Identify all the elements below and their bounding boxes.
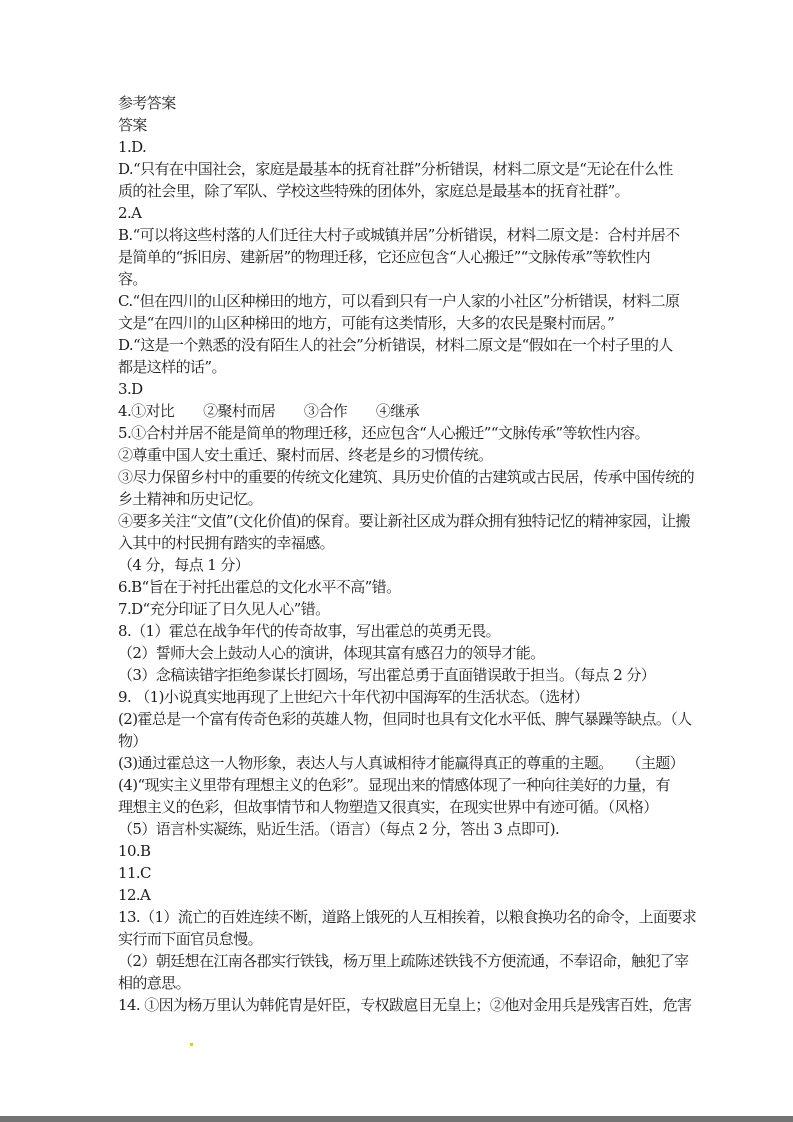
text-line: 2.A	[118, 204, 142, 222]
text-line: 10.B	[118, 842, 151, 860]
text-line: 乡土精神和历史记忆。	[118, 490, 263, 508]
text-line: 8.（1）霍总在战争年代的传奇故事，写出霍总的英勇无畏。	[118, 622, 501, 640]
text-line: 9. （1)小说真实地再现了上世纪六十年代初中国海军的生活状态。（选材）	[118, 688, 589, 706]
answer-text-block	[118, 92, 697, 1016]
text-line: ③尽力保留乡村中的重要的传统文化建筑、具历史价值的古建筑或古民居，传承中国传统的	[118, 468, 695, 486]
text-line: 实行而下面官员怠慢。	[118, 930, 263, 948]
text-line: （2）朝廷想在江南各郡实行铁钱，杨万里上疏陈述铁钱不方便流通，不奉诏命，触犯了宰	[118, 952, 689, 970]
text-line: (2)霍总是一个富有传奇色彩的英雄人物，但同时也具有文化水平低、脾气暴躁等缺点。（人	[118, 710, 692, 728]
text-line: 都是这样的话”。	[118, 358, 226, 376]
text-line: 4.①对比 ②聚村而居 ③合作 ④继承	[118, 402, 420, 420]
scan-artifact-dot	[190, 1043, 193, 1046]
text-line: D.“这是一个熟悉的没有陌生人的社会”分析错误，材料二原文是“假如在一个村子里的人	[118, 336, 673, 354]
text-line: ④要多关注“文值”(文化价值)的保育。要让新社区成为群众拥有独特记忆的精神家园，让搬	[118, 512, 690, 530]
text-line: （4 分，每点 1 分）	[118, 556, 250, 574]
text-line: (4)“现实主义里带有理想主义的色彩”。显现出来的情感体现了一种向往美好的力量，有	[118, 776, 670, 794]
text-line: D.“只有在中国社会，家庭是最基本的抚育社群”分析错误，材料二原文是“无论在什么性	[118, 160, 673, 178]
text-line: 11.C	[118, 864, 151, 882]
text-line: 质的社会里，除了军队、学校这些特殊的团体外，家庭总是最基本的抚育社群”。	[118, 182, 630, 200]
text-line: 5.①合村并居不能是简单的物理迁移，还应包含“人心搬迁”“文脉传承”等软性内容。	[118, 424, 649, 442]
text-line: 理想主义的色彩，但故事情节和人物塑造又很真实，在现实世界中有迹可循。（风格）	[118, 798, 658, 816]
text-line: 物）	[118, 732, 147, 750]
text-line: （5）语言朴实凝练，贴近生活。（语言）（每点 2 分，答出 3 点即可).	[118, 820, 560, 838]
text-line: 是简单的“拆旧房、建新居”的物理迁移，它还应包含“人心搬迁”“文脉传承”等软性内	[118, 248, 651, 266]
text-line: （2）誓师大会上鼓动人心的演讲，体现其富有感召力的领导才能。	[118, 644, 545, 662]
text-line: 入其中的村民拥有踏实的幸福感。	[118, 534, 335, 552]
text-line: 答案	[118, 116, 147, 134]
text-line: ②尊重中国人安土重迁、聚村而居、终老是乡的习惯传统。	[118, 446, 493, 464]
text-line: 3.D	[118, 380, 143, 398]
text-line: 14. ①因为杨万里认为韩侂胄是奸臣，专权跋扈目无皇上；②他对金用兵是残害百姓，危害	[118, 996, 692, 1014]
text-line: 相的意思。	[118, 974, 191, 992]
text-line: 6.B“旨在于衬托出霍总的文化水平不高”错。	[118, 578, 401, 596]
text-line: 7.D“充分印证了日久见人心”错。	[118, 600, 330, 618]
text-line: (3)通过霍总这一人物形象，表达人与人真诚相待才能赢得真正的尊重的主题。 （主题）	[118, 754, 685, 772]
text-line: B.“可以将这些村落的人们迁往大村子或城镇并居”分析错误，材料二原文是：合村并居不	[118, 226, 680, 244]
text-line: 12.A	[118, 886, 151, 904]
text-line: （3）念稿读错字拒绝参谋长打圆场，写出霍总勇于直面错误敢于担当。（每点 2 分）	[118, 666, 656, 684]
text-line: C.“但在四川的山区种梯田的地方，可以看到只有一户人家的小社区”分析错误，材料二原	[118, 292, 680, 310]
page-title: 参考答案	[118, 94, 176, 112]
page-bottom-edge-bar	[0, 1116, 793, 1122]
text-line: 13.（1）流亡的百姓连续不断，道路上饿死的人互相挨着，以粮食换功名的命令，上面要求	[118, 908, 697, 926]
text-line: 1.D.	[118, 138, 147, 156]
text-line: 容。	[118, 270, 147, 288]
text-line: 文是“在四川的山区种梯田的地方，可能有这类情形，大多的农民是聚村而居。”	[118, 314, 615, 332]
